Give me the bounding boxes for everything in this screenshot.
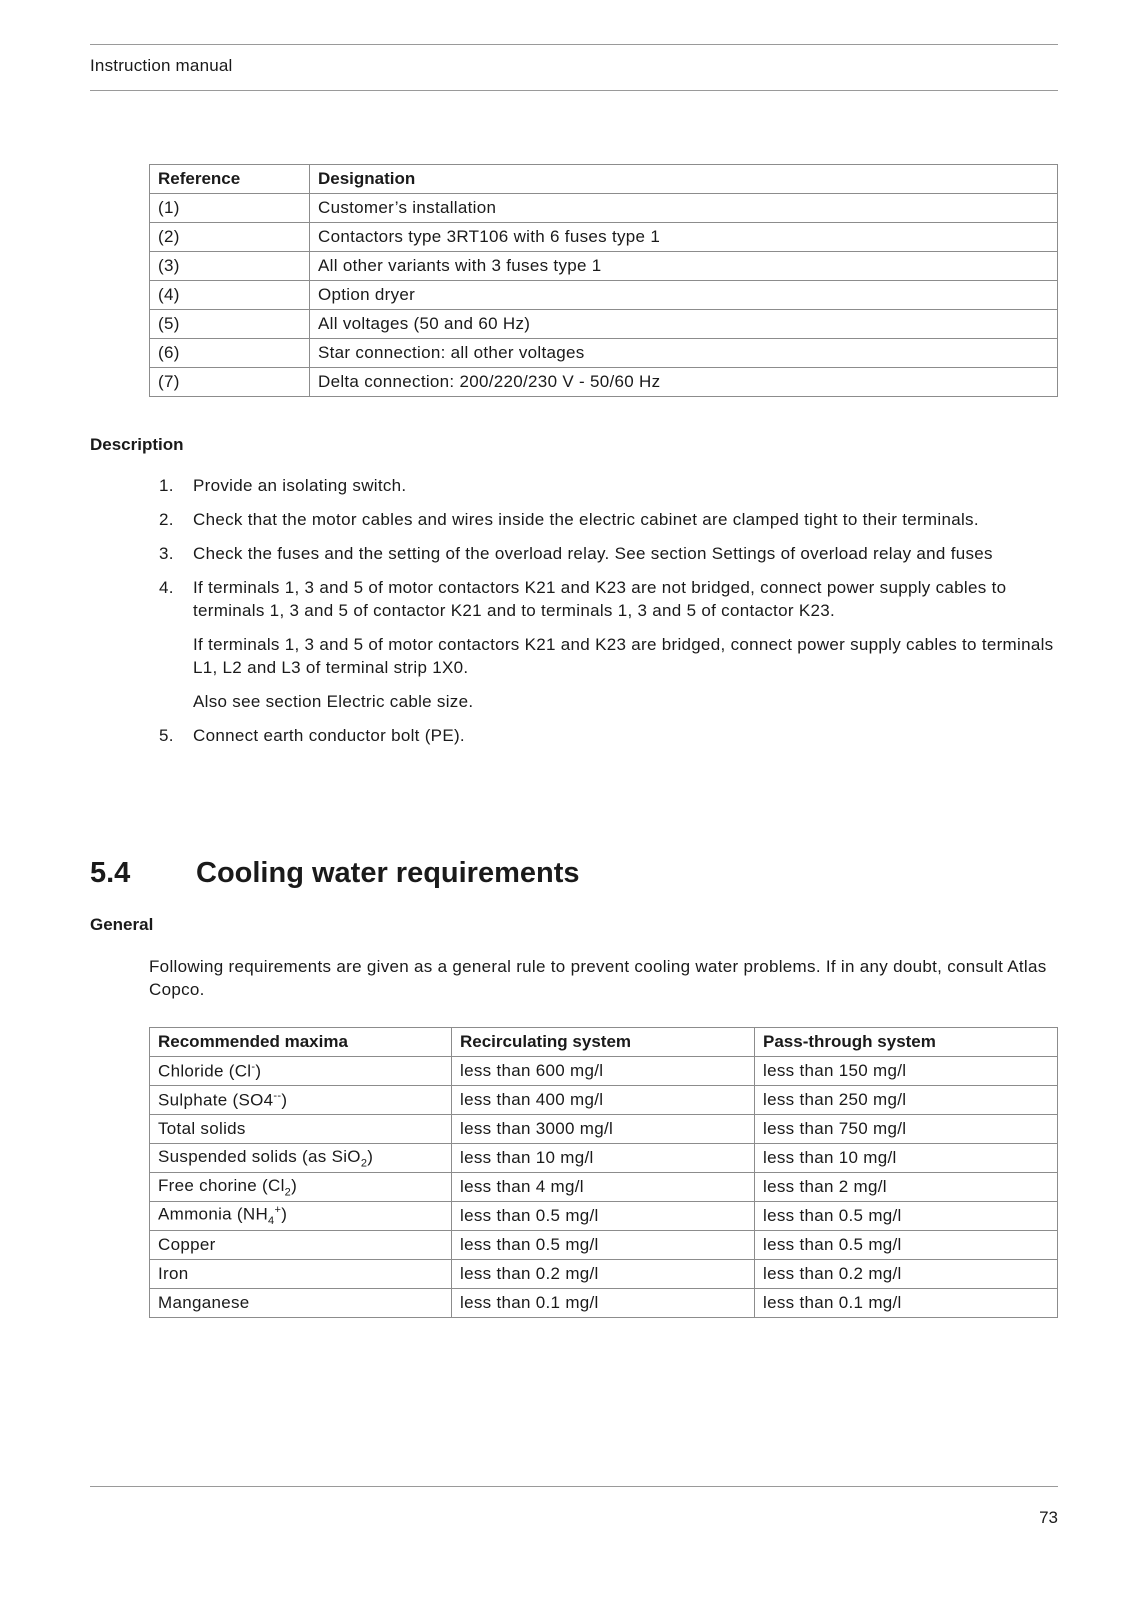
recirculating-value-cell: less than 0.2 mg/l <box>452 1260 755 1289</box>
parameter-name: Chloride (Cl <box>158 1061 252 1081</box>
list-item <box>149 474 1059 497</box>
parameter-name: Free chorine (Cl <box>158 1175 285 1195</box>
designation-cell: Customer’s installation <box>310 194 1058 223</box>
section-heading <box>90 857 580 890</box>
reference-cell: (2) <box>150 223 310 252</box>
general-heading: General <box>90 915 154 934</box>
parameter-cell <box>150 1289 452 1318</box>
parameter-cell <box>150 1202 452 1231</box>
table-row <box>150 1115 1058 1144</box>
description-steps-list <box>149 474 1059 758</box>
reference-cell: (6) <box>150 339 310 368</box>
parameter-name: Ammonia (NH <box>158 1205 269 1225</box>
parameter-superscript: -- <box>273 1089 282 1102</box>
designation-cell: All other variants with 3 fuses type 1 <box>310 252 1058 281</box>
designation-cell: Option dryer <box>310 281 1058 310</box>
step-text: Connect earth conductor bolt (PE). <box>193 726 465 745</box>
recirculating-value-cell: less than 400 mg/l <box>452 1086 755 1115</box>
page-number: 73 <box>1039 1508 1058 1527</box>
list-item <box>149 508 1059 531</box>
description-heading: Description <box>90 435 184 454</box>
parameter-cell <box>150 1144 452 1173</box>
parameter-name: Total solids <box>158 1119 246 1138</box>
parameter-cell <box>150 1260 452 1289</box>
recirculating-value-cell: less than 3000 mg/l <box>452 1115 755 1144</box>
pass-through-system-header: Pass-through system <box>755 1028 1058 1057</box>
step-number: 3. <box>159 544 174 563</box>
designation-cell: Star connection: all other voltages <box>310 339 1058 368</box>
table-row <box>150 1231 1058 1260</box>
table-row <box>150 1173 1058 1202</box>
designation-column-header: Designation <box>310 165 1058 194</box>
step-extra-paragraph: Also see section Electric cable size. <box>193 692 474 711</box>
parameter-superscript: + <box>274 1204 282 1217</box>
parameter-tail: ) <box>281 1090 288 1110</box>
step-text: Provide an isolating switch. <box>193 476 407 495</box>
footer-rule <box>90 1486 1058 1487</box>
step-extra-paragraph: If terminals 1, 3 and 5 of motor contactors K21 and K23 are bridged, connect power supply cables to terminals L1, L2 and L3 of terminal strip 1X0. <box>193 635 1054 677</box>
list-item <box>149 724 1059 747</box>
pass-through-value-cell: less than 0.1 mg/l <box>755 1289 1058 1318</box>
section-title: Cooling water requirements <box>196 857 580 889</box>
step-text: Check that the motor cables and wires inside the electric cabinet are clamped tight to their terminals. <box>193 510 979 529</box>
header-top-rule <box>90 44 1058 45</box>
header-title: Instruction manual <box>90 56 233 75</box>
pass-through-value-cell: less than 750 mg/l <box>755 1115 1058 1144</box>
recommended-maxima-header: Recommended maxima <box>150 1028 452 1057</box>
pass-through-value-cell: less than 2 mg/l <box>755 1173 1058 1202</box>
table-row <box>150 223 1058 252</box>
general-intro-paragraph: Following requirements are given as a general rule to prevent cooling water problems. If in any doubt, consult Atlas Copco. <box>149 957 1047 999</box>
parameter-subscript: 2 <box>360 1157 368 1170</box>
table-row <box>150 339 1058 368</box>
step-text: Check the fuses and the setting of the overload relay. See section Settings of overload relay and fuses <box>193 544 993 563</box>
pass-through-value-cell: less than 250 mg/l <box>755 1086 1058 1115</box>
list-item <box>149 576 1059 713</box>
reference-cell: (4) <box>150 281 310 310</box>
table-row <box>150 1202 1058 1231</box>
parameter-name: Suspended solids (as SiO <box>158 1146 361 1166</box>
step-number: 1. <box>159 476 174 495</box>
parameter-name: Manganese <box>158 1293 250 1312</box>
list-item <box>149 542 1059 565</box>
parameter-subscript: 2 <box>284 1186 292 1199</box>
table-row <box>150 252 1058 281</box>
reference-cell: (7) <box>150 368 310 397</box>
reference-column-header: Reference <box>150 165 310 194</box>
step-number: 2. <box>159 510 174 529</box>
recirculating-value-cell: less than 0.1 mg/l <box>452 1289 755 1318</box>
table-row <box>150 1086 1058 1115</box>
pass-through-value-cell: less than 0.2 mg/l <box>755 1260 1058 1289</box>
parameter-subscript: 4 <box>268 1215 275 1228</box>
parameter-name: Copper <box>158 1235 216 1254</box>
reference-cell: (5) <box>150 310 310 339</box>
parameter-name: Sulphate (SO4 <box>158 1090 274 1110</box>
table-row <box>150 1057 1058 1086</box>
table-row <box>150 1144 1058 1173</box>
table-row <box>150 281 1058 310</box>
step-text: If terminals 1, 3 and 5 of motor contactors K21 and K23 are not bridged, connect power supply cables to terminals 1, 3 and 5 of contactor K21 and to terminals 1, 3 and 5 of contactor K23. <box>193 578 1007 620</box>
parameter-tail: ) <box>255 1061 262 1081</box>
parameter-cell <box>150 1057 452 1086</box>
parameter-cell <box>150 1086 452 1115</box>
designation-cell: Contactors type 3RT106 with 6 fuses type 1 <box>310 223 1058 252</box>
recirculating-value-cell: less than 0.5 mg/l <box>452 1231 755 1260</box>
pass-through-value-cell: less than 0.5 mg/l <box>755 1202 1058 1231</box>
recirculating-value-cell: less than 600 mg/l <box>452 1057 755 1086</box>
table-row <box>150 1289 1058 1318</box>
designation-cell: Delta connection: 200/220/230 V - 50/60 Hz <box>310 368 1058 397</box>
table-row <box>150 310 1058 339</box>
recirculating-system-header: Recirculating system <box>452 1028 755 1057</box>
recirculating-value-cell: less than 0.5 mg/l <box>452 1202 755 1231</box>
parameter-cell <box>150 1231 452 1260</box>
reference-cell: (3) <box>150 252 310 281</box>
header-bottom-rule <box>90 90 1058 91</box>
table-row <box>150 1260 1058 1289</box>
table-row <box>150 194 1058 223</box>
cooling-water-table-header <box>150 1028 1058 1057</box>
reference-cell: (1) <box>150 194 310 223</box>
designation-cell: All voltages (50 and 60 Hz) <box>310 310 1058 339</box>
pass-through-value-cell: less than 0.5 mg/l <box>755 1231 1058 1260</box>
step-number: 4. <box>159 578 174 597</box>
cooling-water-table <box>149 1027 1058 1318</box>
recirculating-value-cell: less than 4 mg/l <box>452 1173 755 1202</box>
parameter-cell <box>150 1115 452 1144</box>
parameter-name: Iron <box>158 1264 189 1283</box>
reference-table <box>149 164 1058 397</box>
parameter-superscript: - <box>251 1060 256 1073</box>
section-number: 5.4 <box>90 857 131 889</box>
recirculating-value-cell: less than 10 mg/l <box>452 1144 755 1173</box>
parameter-tail: ) <box>367 1146 374 1166</box>
pass-through-value-cell: less than 10 mg/l <box>755 1144 1058 1173</box>
pass-through-value-cell: less than 150 mg/l <box>755 1057 1058 1086</box>
step-number: 5. <box>159 726 174 745</box>
parameter-cell <box>150 1173 452 1202</box>
parameter-tail: ) <box>281 1205 288 1225</box>
parameter-tail: ) <box>291 1175 298 1195</box>
table-row <box>150 368 1058 397</box>
reference-table-header <box>150 165 1058 194</box>
